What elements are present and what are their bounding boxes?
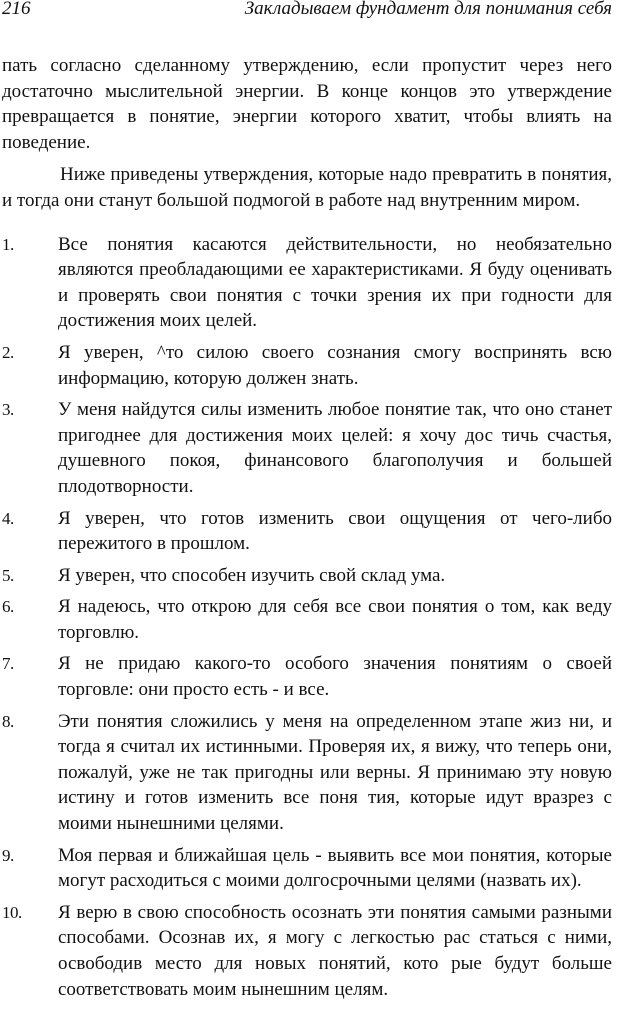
page-number: 216 <box>2 0 31 19</box>
list-item <box>2 506 612 557</box>
list-item-number: 8. <box>2 711 14 731</box>
paragraph-continuation: пать согласно сделанному утверждению, если пропустит через него достаточно мыслительной энергии. В конце концов это утверждение превращается в понятие, энергии которого хватит, чтобы влиять на поведение. <box>2 55 612 153</box>
list-item <box>2 340 612 391</box>
list-item-number: 10. <box>2 902 22 922</box>
list-item <box>2 900 612 1002</box>
list-item <box>2 232 612 334</box>
running-header <box>2 0 612 34</box>
list-item-number: 4. <box>2 508 14 528</box>
list-item <box>2 397 612 499</box>
list-item-number: 7. <box>2 654 14 674</box>
list-item <box>2 594 612 645</box>
list-item-text: У меня найдутся силы изменить любое понятие так, что оно станет пригоднее для достижения моих целей: я хочу дос тичь счастья, душевного покоя, финансового благополучия и большей плодотворности. <box>58 399 612 497</box>
list-item <box>2 563 612 589</box>
list-item-text: Моя первая и ближайшая цель - выявить все мои понятия, которые могут расходиться с моими долгосрочными целями (назвать их). <box>58 844 612 892</box>
list-item-text: Все понятия касаются действительности, но необязательно являются преобладающими ее характеристиками. Я буду оценивать и проверять свои понятия с точки зрения их при годности для достижения моих целей. <box>58 233 612 332</box>
list-item <box>2 843 612 894</box>
page-body <box>2 53 612 1002</box>
running-header-title: Закладываем фундамент для понимания себя <box>244 0 612 19</box>
list-item <box>2 651 612 702</box>
list-item-text: Эти понятия сложились у меня на определенном этапе жиз ни, и тогда я считал их истинными. Проверяя их, я вижу, что теперь они, пожалуй, уже не так пригодны или верны. Я принимаю эту новую истину и готов изменить все поня тия, которые идут вразрез с моими нынешними целями. <box>58 710 612 835</box>
list-item-number: 2. <box>2 342 14 362</box>
list-item-number: 5. <box>2 565 14 585</box>
list-item-text: Я уверен, что готов изменить свои ощущения от чего-либо пережитого в прошлом. <box>58 507 612 555</box>
paragraph-intro: Ниже приведены утверждения, которые надо превратить в понятия, и тогда они станут большой подмогой в работе над внутренним миром. <box>2 164 612 211</box>
list-item-number: 1. <box>2 234 14 254</box>
list-item-text: Я не придаю какого-то особого значения понятиям о своей торговле: они просто есть - и все. <box>58 653 612 701</box>
list-item <box>2 709 612 837</box>
list-item-text: Я уверен, ^то силою своего сознания смогу воспринять всю информацию, которую должен знать. <box>58 341 612 389</box>
list-item-text: Я надеюсь, что открою для себя все свои понятия о том, как веду торговлю. <box>58 596 612 643</box>
list-item-number: 9. <box>2 845 14 865</box>
list-item-number: 6. <box>2 597 14 617</box>
list-item-text: Я уверен, что способен изучить свой склад ума. <box>58 564 446 586</box>
affirmations-list <box>2 232 612 1003</box>
list-item-text: Я верю в свою способность осознать эти понятия самыми разными способами. Осознав их, я могу с легкостью рас статься с ними, освободив место для новых понятий, кото рые будут больше соответствовать моим нынешним целям. <box>58 901 612 1000</box>
list-item-number: 3. <box>2 400 14 420</box>
